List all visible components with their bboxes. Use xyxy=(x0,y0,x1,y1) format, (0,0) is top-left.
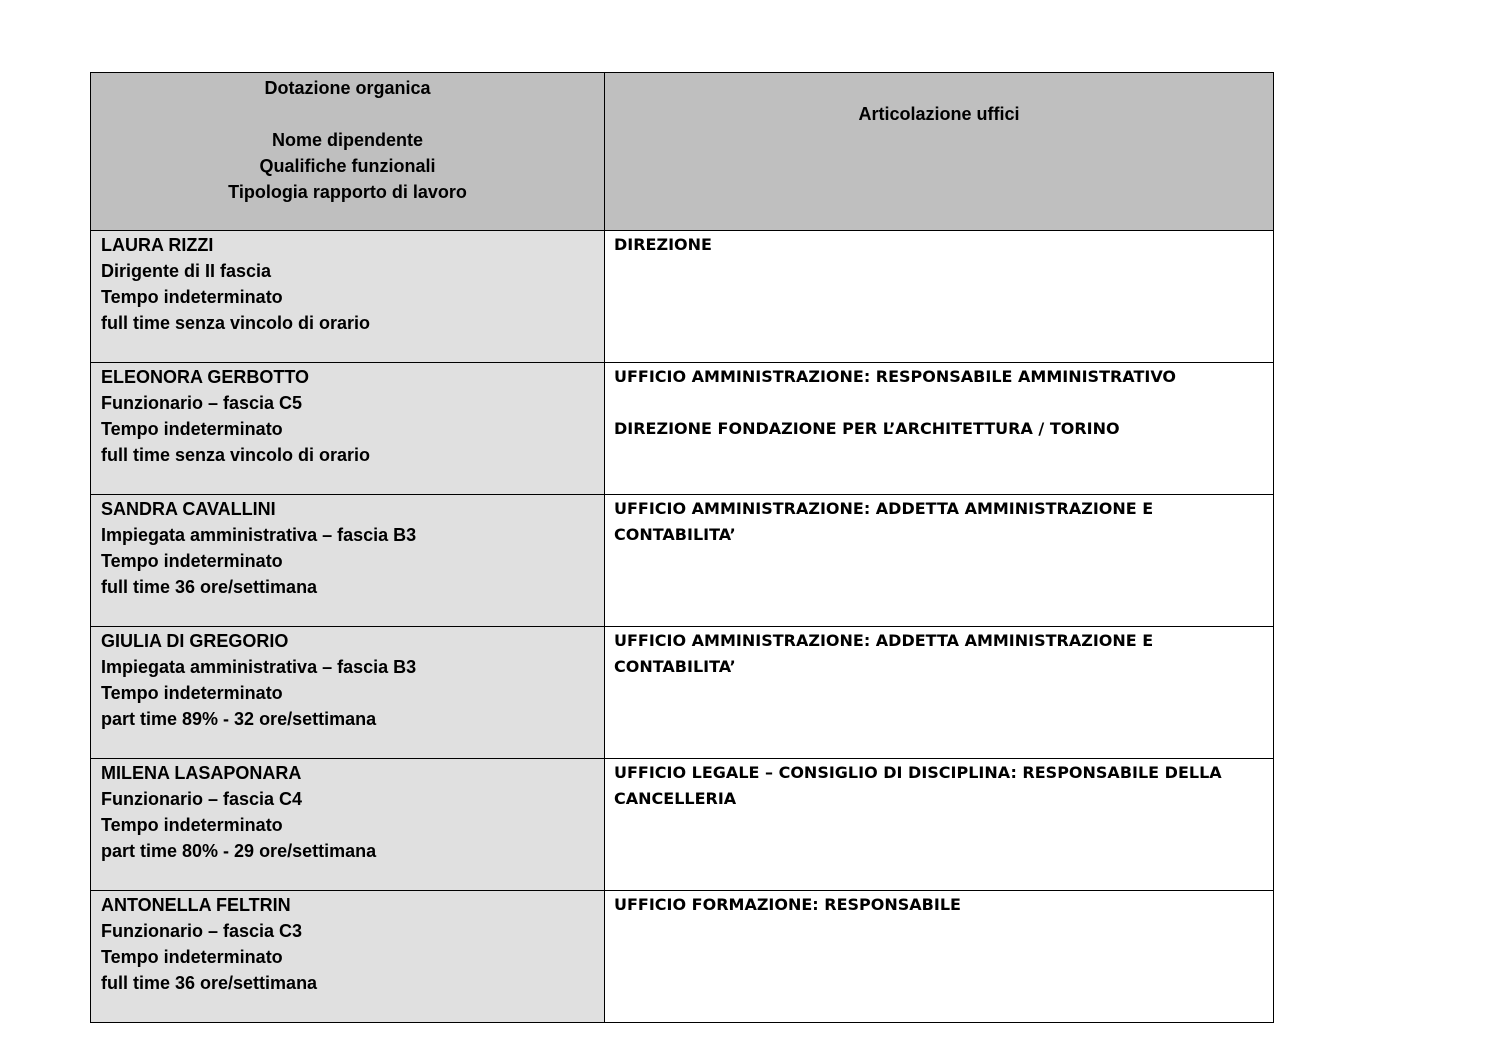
header-offices-label: Articolazione uffici xyxy=(858,104,1020,124)
header-right-cell xyxy=(605,73,1274,231)
table-header-row xyxy=(91,73,1274,231)
table-row xyxy=(91,759,1274,891)
employee-hours: part time 80% - 29 ore/settimana xyxy=(101,841,377,861)
employee-contract: Tempo indeterminato xyxy=(101,419,283,439)
employee-hours: full time senza vincolo di orario xyxy=(101,313,371,333)
office-cell xyxy=(605,759,1274,891)
office-assignment: UFFICIO LEGALE – CONSIGLIO DI DISCIPLINA: RESPONSABILE DELLA CANCELLERIA xyxy=(614,763,1222,808)
office-assignment: UFFICIO FORMAZIONE: RESPONSABILE xyxy=(614,895,961,914)
table-row xyxy=(91,495,1274,627)
employee-contract: Tempo indeterminato xyxy=(101,947,283,967)
header-contract-type-label: Tipologia rapporto di lavoro xyxy=(228,182,467,202)
employee-hours: full time 36 ore/settimana xyxy=(101,577,318,597)
employee-contract: Tempo indeterminato xyxy=(101,683,283,703)
employee-contract: Tempo indeterminato xyxy=(101,287,283,307)
employee-qualification: Funzionario – fascia C4 xyxy=(101,789,303,809)
office-cell xyxy=(605,891,1274,1023)
employee-name: SANDRA CAVALLINI xyxy=(101,499,276,519)
employee-contract: Tempo indeterminato xyxy=(101,551,283,571)
employee-cell xyxy=(91,363,605,495)
employee-qualification: Funzionario – fascia C3 xyxy=(101,921,303,941)
employee-cell xyxy=(91,627,605,759)
employee-name: ANTONELLA FELTRIN xyxy=(101,895,291,915)
office-cell xyxy=(605,627,1274,759)
office-cell xyxy=(605,231,1274,363)
header-left-cell xyxy=(91,73,605,231)
office-cell xyxy=(605,495,1274,627)
employee-qualification: Impiegata amministrativa – fascia B3 xyxy=(101,657,417,677)
header-spacer xyxy=(91,101,604,127)
employee-hours: full time senza vincolo di orario xyxy=(101,445,371,465)
employee-cell xyxy=(91,495,605,627)
employee-cell xyxy=(91,759,605,891)
employee-hours: part time 89% - 32 ore/settimana xyxy=(101,709,377,729)
table-row xyxy=(91,891,1274,1023)
employee-cell xyxy=(91,891,605,1023)
office-cell xyxy=(605,363,1274,495)
office-assignment: UFFICIO AMMINISTRAZIONE: ADDETTA AMMINISTRAZIONE E CONTABILITA’ xyxy=(614,631,1154,676)
header-title: Dotazione organica xyxy=(264,78,431,98)
office-assignment: DIREZIONE xyxy=(614,235,712,254)
employee-name: ELEONORA GERBOTTO xyxy=(101,367,310,387)
office-assignment: UFFICIO AMMINISTRAZIONE: RESPONSABILE AMMINISTRATIVO xyxy=(614,367,1177,386)
table-row xyxy=(91,363,1274,495)
employee-hours: full time 36 ore/settimana xyxy=(101,973,318,993)
employee-qualification: Dirigente di II fascia xyxy=(101,261,272,281)
staff-table xyxy=(90,72,1274,1023)
header-qualification-label: Qualifiche funzionali xyxy=(259,156,436,176)
employee-name: GIULIA DI GREGORIO xyxy=(101,631,289,651)
employee-cell xyxy=(91,231,605,363)
employee-qualification: Funzionario – fascia C5 xyxy=(101,393,303,413)
office-assignment: UFFICIO AMMINISTRAZIONE: ADDETTA AMMINISTRAZIONE E CONTABILITA’ xyxy=(614,499,1154,544)
table-row xyxy=(91,231,1274,363)
table-row xyxy=(91,627,1274,759)
employee-name: MILENA LASAPONARA xyxy=(101,763,302,783)
header-employee-name-label: Nome dipendente xyxy=(271,130,423,150)
employee-name: LAURA RIZZI xyxy=(101,235,214,255)
employee-contract: Tempo indeterminato xyxy=(101,815,283,835)
office-assignment: DIREZIONE FONDAZIONE PER L’ARCHITETTURA / TORINO xyxy=(614,419,1120,438)
employee-qualification: Impiegata amministrativa – fascia B3 xyxy=(101,525,417,545)
